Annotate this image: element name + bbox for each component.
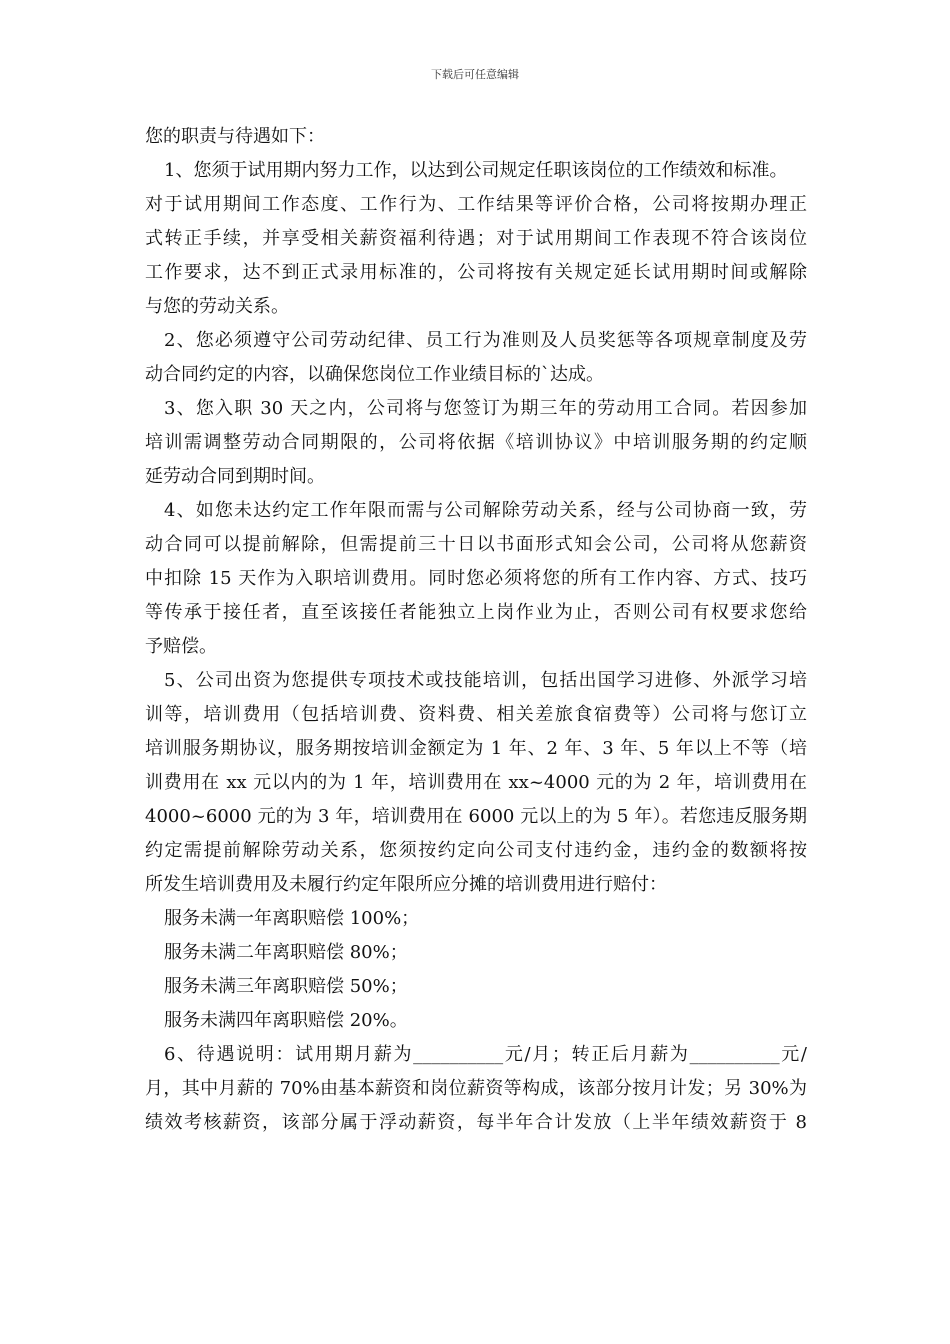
compensation-list — [145, 902, 807, 1038]
clause-line: 4000~6000 元的为 3 年，培训费用在 6000 元以上的为 5 年）。若您违反服务期 — [145, 806, 807, 827]
clause-line: 所发生培训费用及未履行约定年限所应分摊的培训费用进行赔付： — [145, 874, 667, 895]
clause-1 — [145, 154, 807, 324]
clause-6 — [145, 1038, 807, 1140]
clause-line: 2、您必须遵守公司劳动纪律、员工行为准则及人员奖惩等各项规章制度及劳 — [164, 330, 807, 351]
clause-line: 绩效考核薪资，该部分属于浮动薪资，每半年合计发放（上半年绩效薪资于 8 — [145, 1112, 807, 1133]
clause-line: 动合同可以提前解除，但需提前三十日以书面形式知会公司，公司将从您薪资 — [145, 534, 807, 555]
clause-line: 等传承于接任者，直至该接任者能独立上岗作业为止，否则公司有权要求您给 — [145, 602, 807, 623]
clause-line: 3、您入职 30 天之内，公司将与您签订为期三年的劳动用工合同。若因参加 — [164, 398, 807, 419]
clause-line: 中扣除 15 天作为入职培训费用。同时您必须将您的所有工作内容、方式、技巧 — [145, 568, 807, 589]
clause-line: 培训需调整劳动合同期限的，公司将依据《培训协议》中培训服务期的约定顺 — [145, 432, 807, 453]
clause-5 — [145, 664, 807, 902]
clause-line: 与您的劳动关系。 — [145, 296, 289, 317]
clause-line: 工作要求，达不到正式录用标准的，公司将按有关规定延长试用期时间或解除 — [145, 262, 807, 283]
compensation-item: 服务未满一年离职赔偿 100%； — [164, 908, 420, 929]
clause-line: 约定需提前解除劳动关系，您须按约定向公司支付违约金，违约金的数额将按 — [145, 840, 807, 861]
clause-line: 式转正手续，并享受相关薪资福利待遇；对于试用期间工作表现不符合该岗位 — [145, 228, 807, 249]
compensation-item: 服务未满三年离职赔偿 50%； — [164, 976, 408, 997]
clause-line: 予赔偿。 — [145, 636, 217, 657]
compensation-item: 服务未满四年离职赔偿 20%。 — [164, 1010, 408, 1031]
clause-line: 对于试用期间工作态度、工作行为、工作结果等评价合格，公司将按期办理正 — [145, 194, 807, 215]
clause-line: 4、如您未达约定工作年限而需与公司解除劳动关系，经与公司协商一致，劳 — [164, 500, 807, 521]
clause-line: 培训服务期协议，服务期按培训金额定为 1 年、2 年、3 年、5 年以上不等（培 — [145, 738, 807, 759]
clause-line: 延劳动合同到期时间。 — [145, 466, 325, 487]
clause-line: 动合同约定的内容，以确保您岗位工作业绩目标的`达成。 — [145, 364, 604, 385]
clause-line: 1、您须于试用期内努力工作，以达到公司规定任职该岗位的工作绩效和标准。 — [164, 160, 788, 181]
clause-line: 月，其中月薪的 70%由基本薪资和岗位薪资等构成，该部分按月计发；另 30%为 — [145, 1078, 807, 1099]
clause-4 — [145, 494, 807, 664]
clause-line: 训等，培训费用（包括培训费、资料费、相关差旅食宿费等）公司将与您订立 — [145, 704, 807, 725]
document-body — [145, 120, 807, 1140]
clause-line: 5、公司出资为您提供专项技术或技能培训，包括出国学习进修、外派学习培 — [164, 670, 807, 691]
clause-line: 6、待遇说明：试用期月薪为__________元/月；转正后月薪为__________元/ — [164, 1044, 807, 1065]
intro-line: 您的职责与待遇如下： — [145, 126, 325, 147]
clause-3 — [145, 392, 807, 494]
page-header: 下载后可任意编辑 — [431, 68, 519, 81]
compensation-item: 服务未满二年离职赔偿 80%； — [164, 942, 408, 963]
clause-2 — [145, 324, 807, 392]
clause-line: 训费用在 xx 元以内的为 1 年，培训费用在 xx~4000 元的为 2 年，培训费用在 — [145, 772, 807, 793]
